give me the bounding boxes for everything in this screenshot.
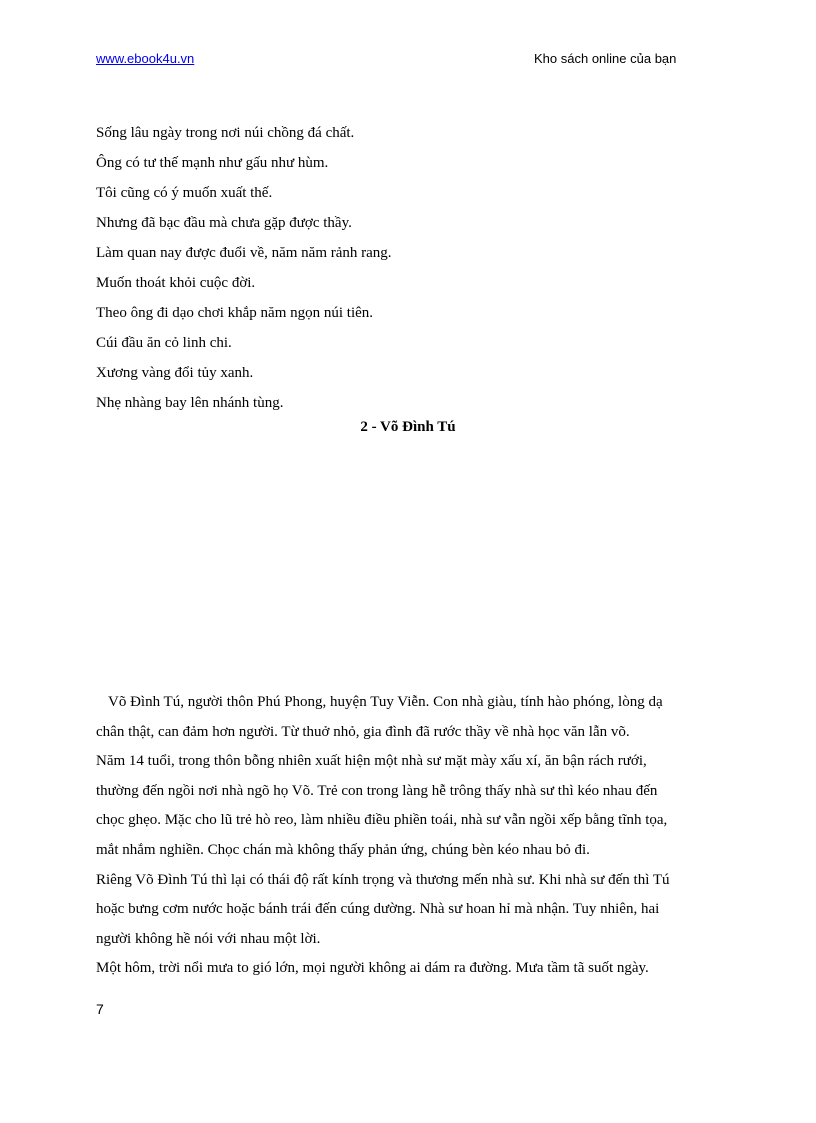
poem-line: Sống lâu ngày trong nơi núi chồng đá chất. (96, 125, 355, 141)
story-line: người không hề nói với nhau một lời. (96, 930, 321, 947)
poem-line: Muốn thoát khỏi cuộc đời. (96, 275, 256, 291)
story-line: Một hôm, trời nổi mưa to gió lớn, mọi người không ai dám ra đường. Mưa tầm tã suốt ngày. (96, 960, 649, 977)
story-line: Võ Đình Tú, người thôn Phú Phong, huyện Tuy Viễn. Con nhà giàu, tính hào phóng, lòng dạ (108, 694, 663, 710)
poem-line: Xương vàng đổi tủy xanh. (96, 365, 254, 381)
story-line: hoặc bưng cơm nước hoặc bánh trái đến cúng dường. Nhà sư hoan hỉ mà nhận. Tuy nhiên, hai (96, 901, 660, 918)
poem-line: Cúi đầu ăn cỏ linh chi. (96, 335, 232, 351)
poem-line: Ông có tư thế mạnh như gấu như hùm. (96, 155, 329, 171)
page-number: 7 (96, 1001, 104, 1017)
poem (96, 118, 392, 418)
story-text (96, 688, 726, 984)
story-line: chọc ghẹo. Mặc cho lũ trẻ hò reo, làm nhiều điều phiền toái, nhà sư vẫn ngồi xếp bằng tĩnh tọa, (96, 812, 668, 829)
section-title: 2 - Võ Đình Tú (360, 419, 456, 435)
story-line: Riêng Võ Đình Tú thì lại có thái độ rất kính trọng và thương mến nhà sư. Khi nhà sư đến thì Tú (96, 871, 670, 888)
poem-line: Theo ông đi dạo chơi khắp năm ngọn núi tiên. (96, 305, 374, 321)
poem-line: Tôi cũng có ý muốn xuất thế. (96, 185, 273, 201)
poem-line: Nhẹ nhàng bay lên nhánh tùng. (96, 395, 284, 411)
poem-line: Nhưng đã bạc đầu mà chưa gặp được thầy. (96, 215, 352, 231)
story-line: Năm 14 tuổi, trong thôn bỗng nhiên xuất hiện một nhà sư mặt mày xấu xí, ăn bận rách rưới, (96, 753, 647, 770)
poem-line: Làm quan nay được đuổi về, năm năm rảnh rang. (96, 245, 392, 261)
story-line: chân thật, can đảm hơn người. Từ thuở nhỏ, gia đình đã rước thầy về nhà học văn lẫn võ. (96, 723, 630, 740)
header-tagline: Kho sách online của bạn (534, 51, 677, 66)
site-link[interactable]: www.ebook4u.vn (96, 51, 195, 66)
story-line: thường đến ngồi nơi nhà ngõ họ Võ. Trẻ con trong làng hễ trông thấy nhà sư thì kéo nhau đến (96, 782, 658, 799)
story-line: mắt nhắm nghiền. Chọc chán mà không thấy phản ứng, chúng bèn kéo nhau bỏ đi. (96, 841, 590, 858)
